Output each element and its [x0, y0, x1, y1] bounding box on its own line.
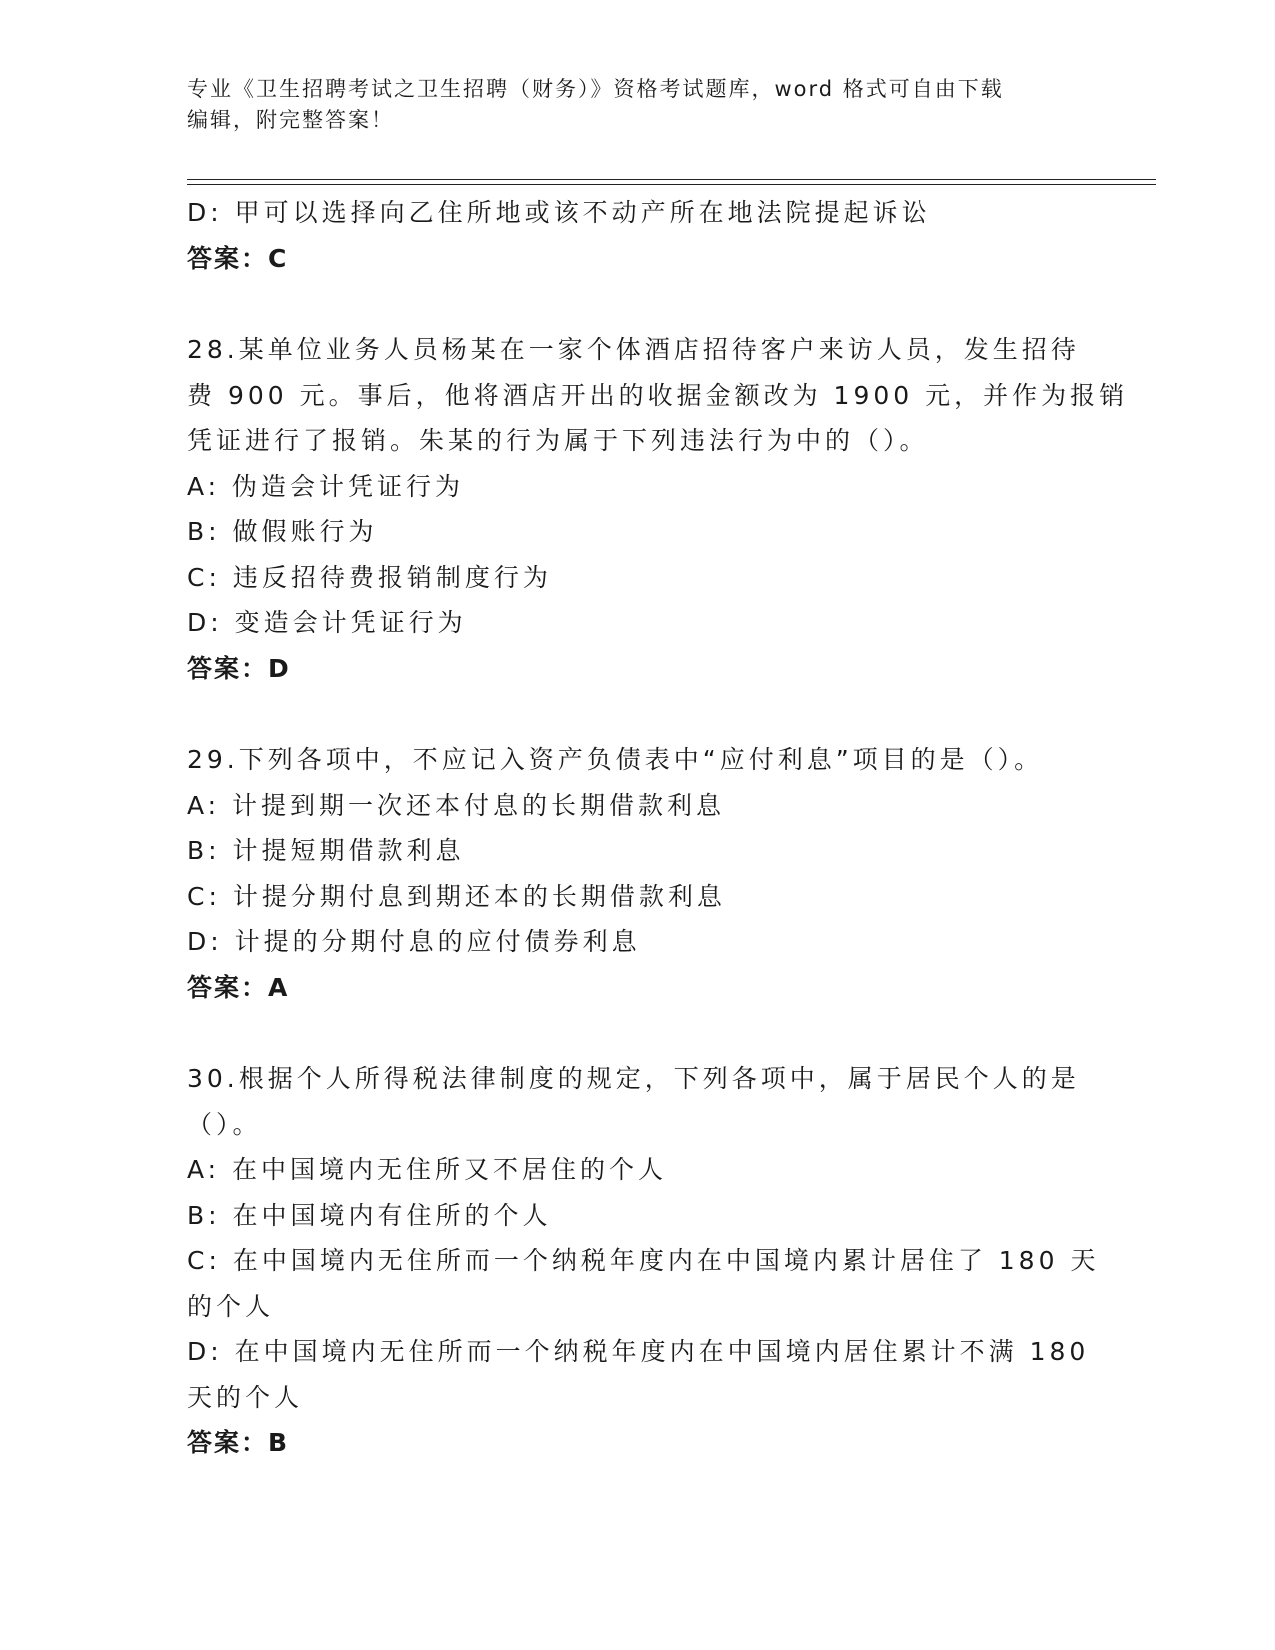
question-stem: 费 900 元。事后，他将酒店开出的收据金额改为 1900 元，并作为报销: [187, 380, 1129, 410]
header-divider: [187, 179, 1156, 180]
answer-line: 答案：A: [187, 972, 290, 1002]
question-list: [187, 190, 1129, 1466]
question-30: [187, 1056, 1100, 1466]
spacer: [187, 1010, 1087, 1056]
answer-line: 答案：C: [187, 243, 289, 273]
option-b: B: 做假账行为: [187, 517, 378, 546]
spacer: [187, 281, 1087, 327]
option-c-continued: 的个人: [187, 1291, 275, 1321]
answer-line: 答案：B: [187, 1428, 290, 1457]
option-c: C: 违反招待费报销制度行为: [187, 562, 552, 592]
option-a: A: 伪造会计凭证行为: [187, 471, 465, 501]
question-stem: 30.根据个人所得税法律制度的规定，下列各项中，属于居民个人的是: [187, 1064, 1080, 1093]
option-b: B: 计提短期借款利息: [187, 836, 465, 865]
option-d: D: 在中国境内无住所而一个纳税年度内在中国境内居住累计不满 180: [187, 1337, 1090, 1366]
header-divider: [187, 184, 1156, 185]
option-d-continued: 天的个人: [187, 1382, 304, 1412]
answer-line: 答案：D: [187, 653, 291, 683]
question-stem: （）。: [187, 1109, 262, 1139]
header-line: 编辑，附完整答案！: [187, 108, 394, 132]
spacer: [187, 691, 1087, 737]
option-a: A: 在中国境内无住所又不居住的个人: [187, 1155, 668, 1184]
question-stem: 29.下列各项中，不应记入资产负债表中“应付利息”项目的是（）。: [187, 745, 1044, 774]
option-d: D: 变造会计凭证行为: [187, 608, 467, 637]
question-29: [187, 737, 1087, 1010]
option-b: B: 在中国境内有住所的个人: [187, 1200, 552, 1230]
question-stem: 28.某单位业务人员杨某在一家个体酒店招待客户来访人员，发生招待: [187, 335, 1080, 364]
question-28: [187, 327, 1129, 691]
question-stem: 凭证进行了报销。朱某的行为属于下列违法行为中的（）。: [187, 426, 929, 455]
option-a: A: 计提到期一次还本付息的长期借款利息: [187, 790, 726, 820]
option-d: D: 甲可以选择向乙住所地或该不动产所在地法院提起诉讼: [187, 198, 931, 227]
option-d: D: 计提的分期付息的应付债券利息: [187, 927, 641, 956]
document-header: [187, 74, 1067, 136]
option-c: C: 计提分期付息到期还本的长期借款利息: [187, 881, 726, 911]
header-line: 专业《卫生招聘考试之卫生招聘（财务）》资格考试题库，word 格式可自由下载: [187, 77, 1004, 101]
option-c: C: 在中国境内无住所而一个纳税年度内在中国境内累计居住了 180 天: [187, 1246, 1100, 1275]
